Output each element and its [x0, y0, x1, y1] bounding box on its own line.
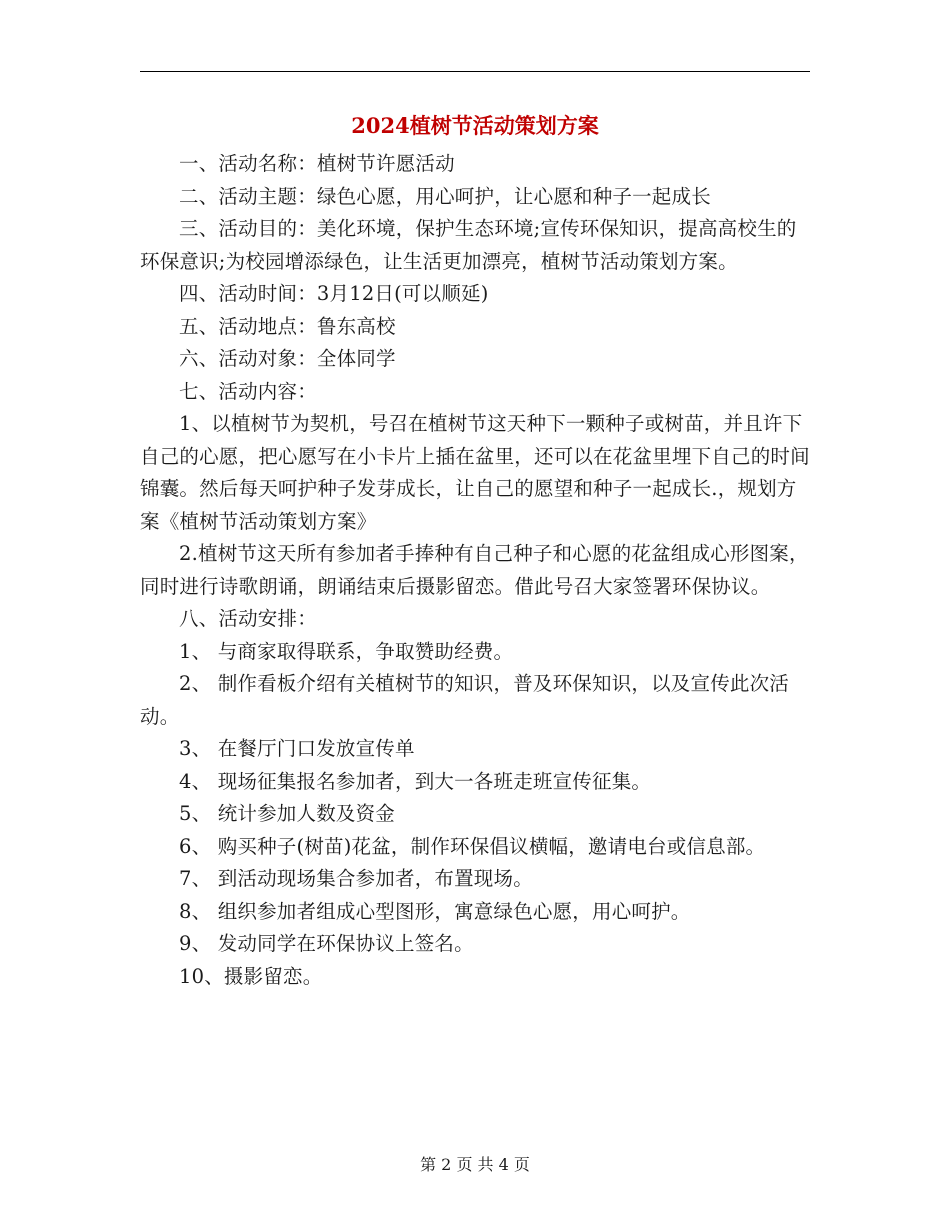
paragraph-activity-time: 四、活动时间：3月12日(可以顺延)	[179, 282, 489, 305]
paragraph-arrangement-heading: 八、活动安排：	[179, 607, 317, 630]
paragraph-arrangement-item-7: 7、 到活动现场集合参加者，布置现场。	[179, 867, 533, 890]
paragraph-arrangement-item-2: 2、 制作看板介绍有关植树节的知识，普及环保知识，以及宣传此次活动。	[140, 672, 790, 728]
paragraph-activity-content-heading: 七、活动内容：	[179, 379, 317, 403]
paragraph-activity-purpose: 三、活动目的：美化环境，保护生态环境;宣传环保知识，提高高校生的环保意识;为校园增添绿色，让生活更加漂亮，植树节活动策划方案。	[140, 217, 797, 273]
paragraph-activity-audience: 六、活动对象：全体同学	[179, 347, 396, 370]
paragraph-content-item-1: 1、以植树节为契机，号召在植树节这天种下一颗种子或树苗，并且许下自己的心愿，把心愿写在小卡片上插在盆里，还可以在花盆里埋下自己的时间锦囊。然后每天呵护种子发芽成长，让自己的愿望和种子一起成长.，规划方案《植树节活动策划方案》	[140, 412, 810, 533]
paragraph-arrangement-item-5: 5、 统计参加人数及资金	[179, 802, 396, 825]
paragraph-activity-location: 五、活动地点：鲁东高校	[179, 314, 396, 338]
paragraph-arrangement-item-6: 6、 购买种子(树苗)花盆，制作环保倡议横幅，邀请电台或信息部。	[179, 834, 766, 858]
paragraph-arrangement-item-3: 3、 在餐厅门口发放宣传单	[179, 737, 415, 760]
paragraph-arrangement-item-9: 9、 发动同学在环保协议上签名。	[179, 932, 474, 955]
paragraph-arrangement-item-8: 8、 组织参加者组成心型图形，寓意绿色心愿，用心呵护。	[179, 899, 691, 923]
paragraph-arrangement-item-1: 1、 与商家取得联系，争取赞助经费。	[179, 639, 514, 663]
page-number-footer: 第 2 页 共 4 页	[420, 1155, 530, 1174]
document-title: 2024植树节活动策划方案	[351, 113, 599, 138]
paragraph-arrangement-item-4: 4、 现场征集报名参加者，到大一各班走班宣传征集。	[179, 769, 652, 793]
paragraph-activity-theme: 二、活动主题：绿色心愿，用心呵护，让心愿和种子一起成长	[179, 184, 711, 208]
paragraph-activity-name: 一、活动名称：植树节许愿活动	[179, 152, 455, 175]
header-rule	[140, 71, 810, 72]
paragraph-content-item-2: 2.植树节这天所有参加者手捧种有自己种子和心愿的花盆组成心形图案，同时进行诗歌朗诵，朗诵结束后摄影留恋。借此号召大家签署环保协议。	[140, 542, 809, 598]
document-body	[140, 148, 810, 993]
paragraph-arrangement-item-10: 10、摄影留恋。	[179, 964, 323, 988]
